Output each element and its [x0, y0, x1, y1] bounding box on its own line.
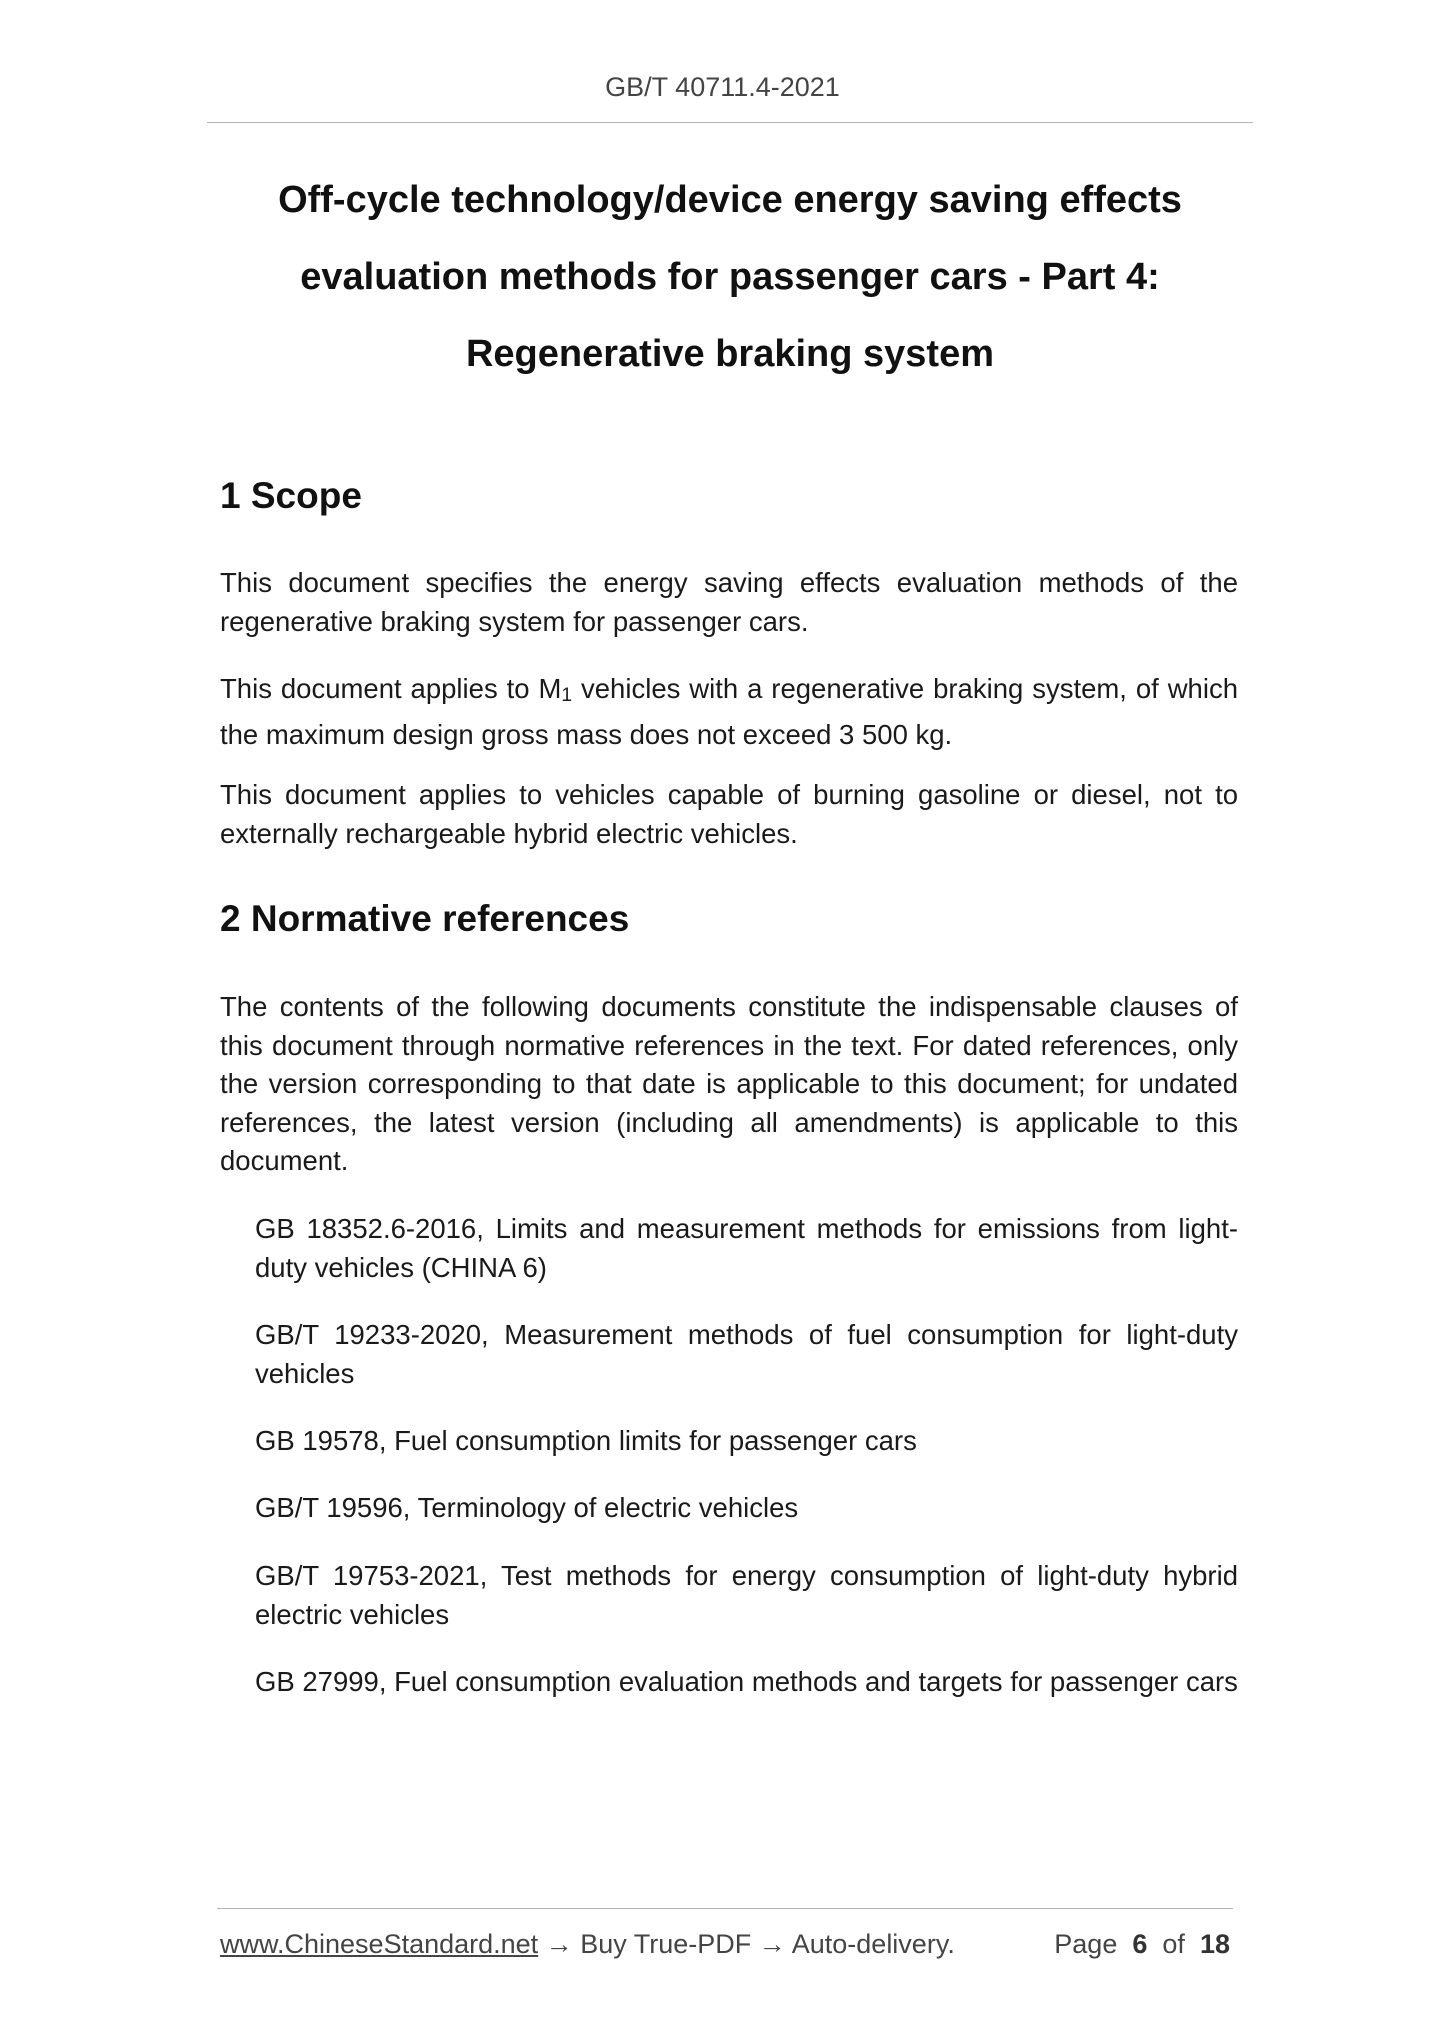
- footer-site-link[interactable]: www.ChineseStandard.net: [220, 1929, 539, 1959]
- scope-paragraph-3: This document applies to vehicles capable of burning gasoline or diesel, not to externally rechargeable hybrid electric vehicles.: [220, 779, 1238, 849]
- reference-item: [220, 1557, 1238, 1634]
- page-number: 6: [1132, 1929, 1148, 1959]
- reference-text: GB/T 19753-2021, Test methods for energy consumption of light-duty hybrid electric vehicles: [255, 1560, 1238, 1630]
- scope-para-1-wrap: [220, 564, 1238, 641]
- title-line-2: evaluation methods for passenger cars - Part 4:: [300, 256, 1160, 298]
- reference-text: GB/T 19596, Terminology of electric vehicles: [255, 1492, 799, 1523]
- scope-paragraph-1: This document specifies the energy saving effects evaluation methods of the regenerative braking system for passenger cars.: [220, 567, 1238, 637]
- footer: [220, 1929, 1230, 1960]
- page-label: Page: [1054, 1929, 1118, 1959]
- footer-tagline: → Buy True-PDF → Auto-delivery.: [538, 1929, 955, 1959]
- reference-item: [220, 1210, 1238, 1287]
- reference-text: GB 19578, Fuel consumption limits for passenger cars: [255, 1425, 917, 1456]
- header-divider: [207, 122, 1253, 123]
- of-label: of: [1162, 1929, 1185, 1959]
- title-line-1: Off-cycle technology/device energy saving effects: [278, 179, 1182, 221]
- document-title: [207, 162, 1253, 393]
- scope-p2-subscript: 1: [561, 685, 573, 706]
- scope-section: [220, 475, 1238, 517]
- normative-intro: The contents of the following documents constitute the indispensable clauses of this document through normative references in the text. For dated references, only the version corresponding to that date is applicable to this document; for undated references, the latest version (including all amendments) is applicable to this document.: [220, 991, 1238, 1176]
- reference-text: GB 18352.6-2016, Limits and measurement methods for emissions from light-duty vehicles (CHINA 6): [255, 1213, 1238, 1283]
- reference-item: [220, 1489, 1238, 1528]
- normative-intro-wrap: [220, 988, 1238, 1181]
- page-indicator: [1054, 1929, 1230, 1960]
- normative-heading: 2 Normative references: [220, 898, 630, 939]
- reference-item: [220, 1663, 1238, 1702]
- footer-divider: [217, 1908, 1233, 1909]
- scope-para-3-wrap: [220, 776, 1238, 853]
- title-line-3: Regenerative braking system: [465, 333, 994, 375]
- normative-heading-wrap: [220, 898, 1238, 940]
- scope-para-2-wrap: [220, 670, 1238, 754]
- reference-text: GB 27999, Fuel consumption evaluation methods and targets for passenger cars: [255, 1666, 1238, 1697]
- scope-heading: 1 Scope: [220, 475, 362, 516]
- reference-text: GB/T 19233-2020, Measurement methods of fuel consumption for light-duty vehicles: [255, 1319, 1238, 1389]
- reference-item: [220, 1422, 1238, 1461]
- header-doc-id: GB/T 40711.4-2021: [605, 72, 840, 102]
- total-pages: 18: [1199, 1929, 1230, 1959]
- scope-paragraph-2: [220, 670, 1238, 754]
- reference-item: [220, 1316, 1238, 1393]
- scope-p2-before: This document applies to M: [220, 673, 562, 704]
- scope-p2-after: vehicles with a regenerative braking system, of which the maximum design gross mass does not exceed 3 500 kg.: [220, 673, 1238, 750]
